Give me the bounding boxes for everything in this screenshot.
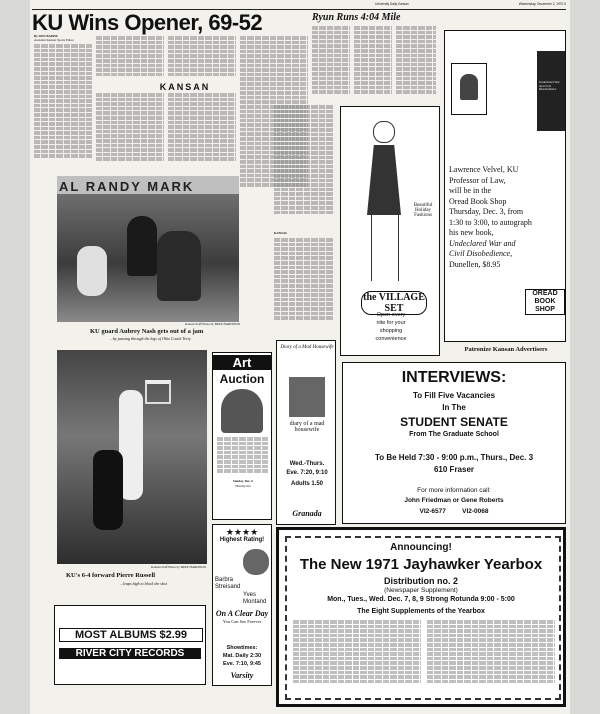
ryun-col4 xyxy=(274,105,334,230)
clearday-star2: Streisand xyxy=(215,584,241,590)
kansan-inline: KANSAN xyxy=(159,82,211,92)
granada-poster xyxy=(289,377,325,417)
rivercity-most-albums: MOST ALBUMS $2.99 xyxy=(59,628,203,642)
velvel-photo xyxy=(460,74,478,100)
art-auction-text xyxy=(217,437,269,477)
patronize-line: Patronize Kansan Advertisers xyxy=(464,346,548,353)
velvel-line6: 1:30 to 3:00, to autograph xyxy=(449,217,532,227)
ryun-col3 xyxy=(396,26,436,106)
clearday-rating: ★★★★ xyxy=(225,527,259,537)
yearbook-days: Mon., Tues., Wed. Dec. 7, 8, 9 Strong Rotunda 9:00 - 5:00 xyxy=(327,596,515,603)
interviews-l4: From The Graduate School xyxy=(409,431,499,438)
ryun-col2 xyxy=(354,26,392,106)
russell-credit: Kansan Staff Photo by MIKE HARDISON xyxy=(151,565,206,569)
rivercity-ad xyxy=(54,605,206,685)
streisand-photo xyxy=(243,549,269,575)
photo-banner-text: AL RANDY MARK xyxy=(59,179,195,194)
nash-credit: Kansan Staff Photo by MIKE HARDISON xyxy=(185,322,240,326)
kuwins-col2 xyxy=(96,36,164,82)
velvel-line8: Undeclared War and xyxy=(449,238,516,248)
villageset-hours1: Open every xyxy=(376,312,406,318)
interviews-l1: To Fill Five Vacancies xyxy=(412,391,496,400)
clearday-ad xyxy=(212,524,272,686)
granada-theatre: Granada xyxy=(292,509,322,518)
interviews-l9: VI2-6577 VI2-0068 xyxy=(419,508,489,515)
villageset-ad xyxy=(340,106,440,356)
art-auction-title2: Auction xyxy=(219,372,265,386)
fashion-illustration xyxy=(359,121,409,281)
newspaper-page xyxy=(30,0,570,714)
interviews-l3: STUDENT SENATE xyxy=(400,415,508,429)
clearday-star3: Yves xyxy=(243,592,257,598)
velvel-text xyxy=(449,165,565,270)
interviews-title: INTERVIEWS: xyxy=(401,369,507,386)
kuwins-byline: By DON BAKER xyxy=(34,34,58,38)
figure-legs xyxy=(371,215,399,281)
velvel-photo-frame xyxy=(451,63,487,115)
clearday-star4: Montand xyxy=(243,599,267,605)
clearday-rating2: Highest Rating! xyxy=(219,537,265,543)
art-auction-venue: Holiday Inn xyxy=(235,484,251,488)
clearday-title: On A Clear Day xyxy=(215,609,269,618)
velvel-line7: his new book, xyxy=(449,228,494,237)
art-auction-image xyxy=(221,389,263,433)
yearbook-announcing: Announcing! xyxy=(390,542,452,553)
villageset-hours4: convenience xyxy=(375,336,407,342)
nash-caption2: ...by passing through the legs of Ohio Coach Terry xyxy=(110,336,191,341)
interviews-l2: In The xyxy=(442,403,466,412)
clearday-theatre: Varsity xyxy=(230,671,254,680)
granada-days: Wed.-Thurs. xyxy=(289,461,325,467)
clearday-show: Showtimes: xyxy=(226,645,258,651)
clearday-times2: Eve. 7:10, 9:45 xyxy=(223,661,261,667)
player-figure xyxy=(77,246,107,296)
velvel-line5: Thursday, Dec. 3, from xyxy=(449,207,524,216)
kuwins-col3 xyxy=(168,36,236,82)
villageset-hours3: shopping xyxy=(379,328,403,334)
oread-ad xyxy=(444,30,566,342)
player-figure xyxy=(157,231,201,301)
russell-caption2: ...leaps high to block the shot xyxy=(120,581,167,586)
yearbook-title: The New 1971 Jayhawker Yearbox xyxy=(299,556,543,573)
kuwins-col1 xyxy=(34,44,92,174)
interviews-l7: For more information call: xyxy=(417,487,491,494)
book-title: Undeclared War and Civil Disobedience xyxy=(539,80,560,92)
kuwins-col2b xyxy=(96,93,164,173)
book-cover xyxy=(537,51,565,131)
villageset-brand: the VILLAGE SET xyxy=(361,291,427,315)
granada-script: Diary of a Mad Housewife xyxy=(280,345,334,350)
art-auction-date: Sunday, Dec. 6 xyxy=(232,479,253,483)
clearday-title2: You Can See Forever xyxy=(222,619,262,624)
player-figure xyxy=(93,450,123,530)
yearbook-col1 xyxy=(293,620,421,692)
kuwins-col3b xyxy=(168,93,236,173)
yearbook-col2 xyxy=(427,620,555,692)
interviews-l8: John Friedman or Gene Roberts xyxy=(404,497,504,504)
nash-photo xyxy=(57,176,239,322)
velvel-line10: Dunellen, $8.95 xyxy=(449,259,501,269)
yearbook-ad xyxy=(276,527,566,707)
art-auction-title1: Art xyxy=(213,355,271,370)
granada-price: Adults 1.50 xyxy=(290,481,323,487)
oread-logo: OREAD BOOK SHOP xyxy=(525,289,565,315)
player-figure xyxy=(127,216,157,276)
interviews-l6: 610 Fraser xyxy=(433,465,475,474)
clearday-star1: Barbra xyxy=(215,577,234,583)
granada-times: Eve. 7:20, 9:10 xyxy=(286,470,328,476)
granada-ad xyxy=(276,340,336,525)
velvel-line3: will be in the xyxy=(449,186,491,195)
russell-photo xyxy=(57,350,207,564)
clearday-times: Mat. Daily 2:30 xyxy=(222,653,262,659)
velvel-line2: Professor of Law, xyxy=(449,175,506,185)
russell-caption: KU's 6-4 forward Pierre Russell xyxy=(66,572,156,579)
rivercity-name: RIVER CITY RECORDS xyxy=(59,648,201,659)
art-auction-ad xyxy=(212,352,272,520)
villageset-tag: Beautiful Holiday Fashions xyxy=(413,203,433,218)
masthead-center: University Daily Kansan xyxy=(375,2,409,6)
yearbook-supp: The Eight Supplements of the Yearbox xyxy=(357,608,485,615)
box-score-table xyxy=(274,238,334,333)
velvel-line4: Oread Book Shop xyxy=(449,196,507,206)
velvel-line1: Lawrence Velvel, KU xyxy=(449,165,519,174)
box-score-head: KANSAS xyxy=(274,231,287,235)
figure-head xyxy=(373,121,395,143)
granada-title: diary of a mad housewife xyxy=(289,421,325,433)
figure-dress xyxy=(367,145,401,215)
masthead-right: Wednesday, December 2, 1970 5 xyxy=(518,2,566,6)
yearbook-dist2: (Newspaper Supplement) xyxy=(384,587,458,594)
basket-hoop xyxy=(145,380,171,404)
villageset-hours2: nite for your xyxy=(376,320,406,326)
nash-caption: KU guard Aubrey Nash gets out of a jam xyxy=(90,328,204,335)
kuwins-headline: KU Wins Opener, 69-52 xyxy=(32,10,263,35)
interviews-l5: To Be Held 7:30 - 9:00 p.m., Thurs., Dec. 3 xyxy=(374,453,534,462)
yearbook-dist: Distribution no. 2 xyxy=(384,576,458,586)
ryun-headline: Ryun Runs 4:04 Mile xyxy=(312,12,401,23)
ryun-col1 xyxy=(312,26,350,106)
interviews-ad xyxy=(342,362,566,524)
velvel-line9: Civil Disobedience, xyxy=(449,249,513,258)
kuwins-byline2: Assistant Kansan Sports Editor xyxy=(34,38,74,42)
